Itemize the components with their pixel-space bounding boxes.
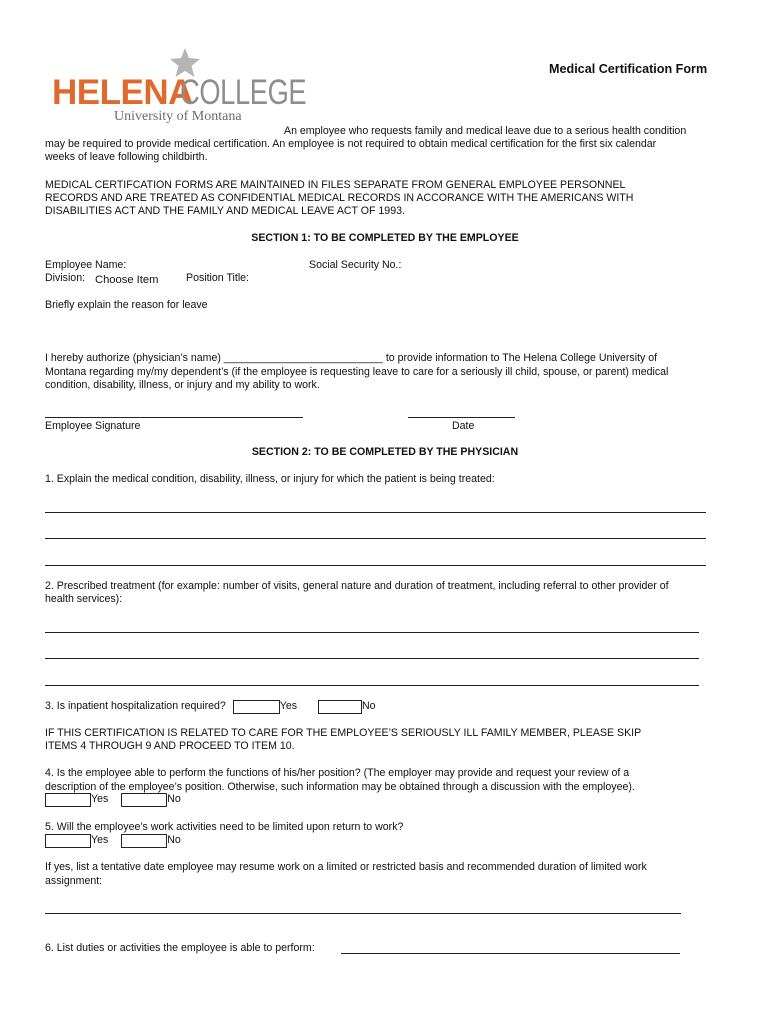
q1-answer-line-3[interactable] xyxy=(45,565,706,566)
question-4-line-1: 4. Is the employee able to perform the functions of his/her position? (The employer may provide and request your review of a xyxy=(45,767,630,779)
skip-line-2: ITEMS 4 THROUGH 9 AND PROCEED TO ITEM 10. xyxy=(45,740,295,752)
date-label: Date xyxy=(452,420,475,432)
notice-line-1: MEDICAL CERTIFCATION FORMS ARE MAINTAINED IN FILES SEPARATE FROM GENERAL EMPLOYEE PERSONNEL xyxy=(45,179,626,191)
date-line[interactable] xyxy=(408,417,515,418)
q5-no-box[interactable] xyxy=(121,834,167,848)
if-yes-line-1: If yes, list a tentative date employee may resume work on a limited or restricted basis and recommended duration of limited work xyxy=(45,861,647,873)
college-logo xyxy=(52,48,307,128)
intro-line-3: weeks of leave following childbirth. xyxy=(45,151,208,163)
question-2-line-2: health services): xyxy=(45,593,123,605)
logo-helena: HELENA xyxy=(52,73,193,112)
q3-yes-label: Yes xyxy=(279,700,298,713)
notice-line-2: RECORDS AND ARE TREATED AS CONFIDENTIAL MEDICAL RECORDS IN ACCORANCE WITH THE AMERICANS WITH xyxy=(45,192,634,204)
authorize-line-1: I hereby authorize (physician’s name) ___________________________ to provide information to The Helena College University of xyxy=(45,352,658,364)
skip-line-1: IF THIS CERTIFICATION IS RELATED TO CARE FOR THE EMPLOYEE’S SERIOUSLY ILL FAMILY MEMBER, PLEASE SKIP xyxy=(45,727,642,739)
section-2-heading: SECTION 2: TO BE COMPLETED BY THE PHYSICIAN xyxy=(251,446,519,458)
signature-line[interactable] xyxy=(45,417,303,418)
q4-no-box[interactable] xyxy=(121,793,167,807)
q3-yes-box[interactable] xyxy=(233,700,280,714)
ssn-label: Social Security No.: xyxy=(309,259,402,271)
signature-label: Employee Signature xyxy=(45,420,141,432)
q5-no-label: No xyxy=(167,834,181,847)
q1-answer-line-1[interactable] xyxy=(45,512,706,513)
q4-options xyxy=(45,793,181,807)
question-6: 6. List duties or activities the employee is able to perform: xyxy=(45,942,315,954)
position-title-label: Position Title: xyxy=(186,272,250,284)
question-2-line-1: 2. Prescribed treatment (for example: number of visits, general nature and duration of treatment, including referral to other provider of xyxy=(45,580,669,592)
question-1: 1. Explain the medical condition, disability, illness, or injury for which the patient is being treated: xyxy=(45,473,495,485)
if-yes-answer-line[interactable] xyxy=(45,913,681,914)
q6-answer-line[interactable] xyxy=(341,953,680,954)
employee-name-label: Employee Name: xyxy=(45,259,127,271)
notice-line-3: DISABILITIES ACT AND THE FAMILY AND MEDICAL LEAVE ACT OF 1993. xyxy=(45,205,405,217)
form-title: Medical Certification Form xyxy=(549,62,708,76)
q2-answer-line-2[interactable] xyxy=(45,658,699,659)
intro-line-2: may be required to provide medical certification. An employee is not required to obtain medical certification for the first six calendar xyxy=(45,138,657,150)
q4-yes-label: Yes xyxy=(91,793,109,806)
q5-options xyxy=(45,834,181,848)
q4-no-label: No xyxy=(167,793,181,806)
reason-label: Briefly explain the reason for leave xyxy=(45,299,208,311)
if-yes-line-2: assignment: xyxy=(45,875,103,887)
division-select[interactable]: Choose Item xyxy=(95,274,159,286)
question-5: 5. Will the employee’s work activities need to be limited upon return to work? xyxy=(45,821,404,833)
q1-answer-line-2[interactable] xyxy=(45,538,706,539)
q2-answer-line-3[interactable] xyxy=(45,685,699,686)
question-3: 3. Is inpatient hospitalization required? xyxy=(45,700,226,713)
division-label: Division: xyxy=(45,272,86,284)
q5-yes-label: Yes xyxy=(91,834,109,847)
logo-tagline: University of Montana xyxy=(114,109,242,124)
logo-college: COLLEGE xyxy=(180,73,307,112)
authorize-line-3: condition, disability, illness, or injury and my ability to work. xyxy=(45,379,320,391)
question-4-line-2: description of the employee’s position. Otherwise, such information may be obtained through a discussion with the employee). xyxy=(45,781,635,793)
q3-no-box[interactable] xyxy=(318,700,362,714)
intro-line-1: An employee who requests family and medical leave due to a serious health condition xyxy=(284,125,687,137)
question-3-row xyxy=(45,700,376,714)
q2-answer-line-1[interactable] xyxy=(45,632,699,633)
q3-no-label: No xyxy=(362,700,376,713)
section-1-heading: SECTION 1: TO BE COMPLETED BY THE EMPLOYEE xyxy=(251,232,519,244)
q4-yes-box[interactable] xyxy=(45,793,91,807)
q5-yes-box[interactable] xyxy=(45,834,91,848)
authorize-line-2: Montana regarding my/my dependent’s (if the employee is requesting leave to care for a seriously ill child, spouse, or parent) medical xyxy=(45,366,669,378)
